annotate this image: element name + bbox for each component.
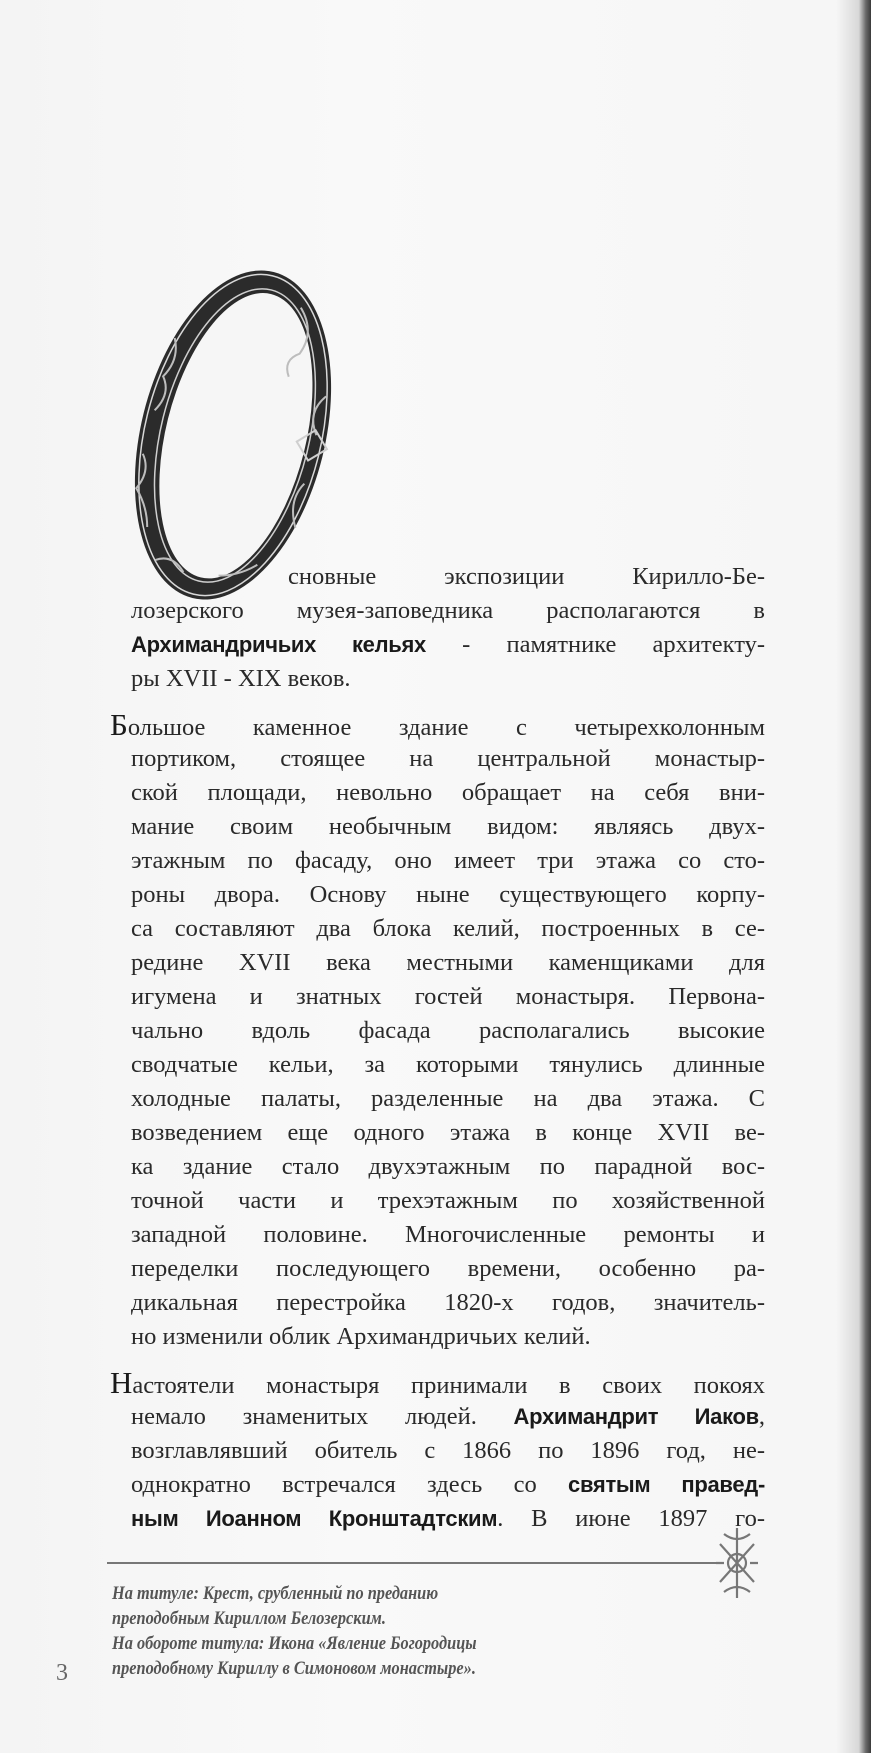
text-line (131, 878, 765, 912)
text-line (131, 1320, 765, 1354)
footnote-line: преподобному Кириллу в Симоновом монастыре». (112, 1658, 476, 1679)
text-segment: , (758, 1403, 765, 1430)
text-line (131, 1014, 765, 1048)
text-segment: лозерского музея-заповедника располагаются в (131, 597, 765, 624)
text-segment: редине XVII века местными каменщиками для (131, 949, 765, 976)
text-line (131, 844, 765, 878)
text-segment: са составляют два блока келий, построенных в се- (131, 915, 765, 942)
ornament-icon (712, 1524, 762, 1602)
text-segment: ры XVII - XIX веков. (131, 665, 351, 692)
text-segment: дикальная перестройка 1820-х годов, значитель- (131, 1289, 765, 1316)
text-line (131, 946, 765, 980)
text-line (131, 810, 765, 844)
footnote-line: На титуле: Крест, срубленный по преданию (112, 1583, 439, 1604)
text-line (131, 742, 765, 776)
text-segment: западной половине. Многочисленные ремонты и (131, 1221, 765, 1248)
text-line (131, 1400, 765, 1434)
initial-letter: Н (110, 1365, 133, 1400)
text-segment: ской площади, невольно обращает на себя вни- (131, 779, 765, 806)
text-line (131, 776, 765, 810)
footnote-divider (107, 1562, 717, 1564)
text-line (110, 1366, 765, 1400)
text-line (131, 1286, 765, 1320)
text-segment: немало знаменитых людей. (131, 1403, 514, 1430)
text-segment: сновные экспозиции Кирилло-Бе- (288, 563, 765, 590)
text-line (131, 1252, 765, 1286)
text-segment: возглавлявший обитель с 1866 по 1896 год, не- (131, 1437, 765, 1464)
text-line (131, 1218, 765, 1252)
text-line (131, 1082, 765, 1116)
text-line (288, 560, 765, 594)
text-segment: чально вдоль фасада располагались высокие (131, 1017, 765, 1044)
bold-text: Архимандричьих кельях (131, 632, 426, 657)
text-segment: ольшое каменное здание с четырехколонным (127, 714, 765, 741)
text-segment: астоятели монастыря принимали в своих покоях (132, 1372, 765, 1399)
text-line (131, 1434, 765, 1468)
text-segment: этажным по фасаду, оно имеет три этажа со сто- (131, 847, 765, 874)
text-line (131, 662, 765, 696)
bold-text: святым правед- (568, 1472, 765, 1497)
text-segment: мание своим необычным видом: являясь двух- (131, 813, 765, 840)
text-line (131, 1184, 765, 1218)
bold-text: Архимандрит Иаков (513, 1404, 759, 1429)
text-segment: переделки последующего времени, особенно ра- (131, 1255, 765, 1282)
footnote-line: На обороте титула: Икона «Явление Богородицы (112, 1633, 477, 1654)
text-line (131, 1502, 765, 1536)
text-segment: точной части и трехэтажным по хозяйственной (131, 1187, 765, 1214)
text-line (131, 912, 765, 946)
text-segment: ка здание стало двухэтажным по парадной вос- (131, 1153, 765, 1180)
text-segment: но изменили облик Архимандричьих келий. (131, 1323, 591, 1350)
text-line (110, 708, 765, 742)
text-line (131, 594, 765, 628)
text-line (131, 628, 765, 662)
text-segment: сводчатые кельи, за которыми тянулись длинные (131, 1051, 765, 1078)
text-segment: портиком, стоящее на центральной монастыр- (131, 745, 765, 772)
text-line (131, 1150, 765, 1184)
bold-text: ным Иоанном Кронштадтским (131, 1506, 498, 1531)
text-segment: возведением еще одного этажа в конце XVII ве- (131, 1119, 765, 1146)
text-line (131, 1116, 765, 1150)
text-segment: однократно встречался здесь со (131, 1471, 569, 1498)
page-number: 3 (56, 1660, 68, 1686)
text-segment: игумена и знатных гостей монастыря. Первона- (131, 983, 765, 1010)
footnote-line: преподобным Кириллом Белозерским. (112, 1608, 386, 1629)
text-line (131, 1468, 765, 1502)
initial-letter: Б (110, 707, 128, 742)
text-segment: роны двора. Основу ныне существующего корпу- (131, 881, 765, 908)
text-line (131, 980, 765, 1014)
text-segment: холодные палаты, разделенные на два этажа. С (131, 1085, 765, 1112)
text-line (131, 1048, 765, 1082)
text-segment: . В июне 1897 го- (497, 1505, 766, 1532)
text-segment: - памятнике архитекту- (425, 631, 765, 658)
